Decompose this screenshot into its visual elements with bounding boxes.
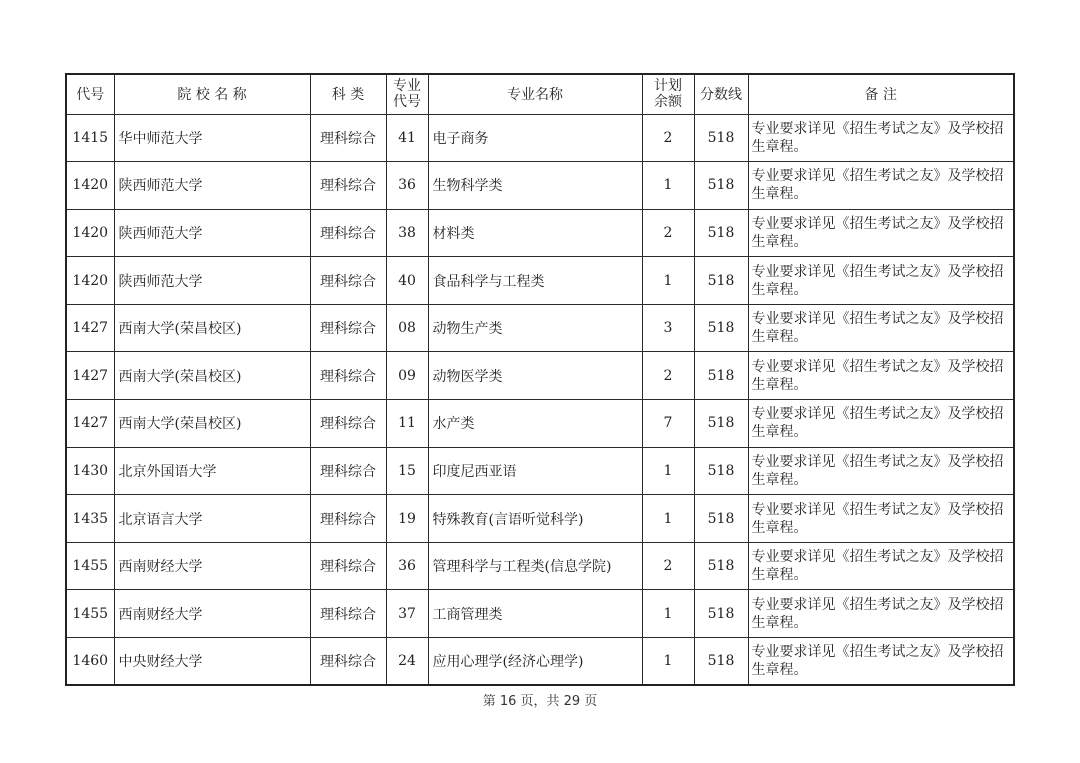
cell-plan-remaining: 2 [642, 209, 694, 257]
header-category: 科 类 [310, 74, 386, 114]
cell-major-code: 36 [386, 542, 428, 590]
cell-score: 518 [694, 447, 748, 495]
cell-category: 理科综合 [310, 400, 386, 448]
table-row [66, 209, 1014, 257]
cell-remark: 专业要求详见《招生考试之友》及学校招生章程。 [748, 257, 1014, 305]
table-row [66, 590, 1014, 638]
table-row [66, 304, 1014, 352]
cell-score: 518 [694, 114, 748, 162]
table-row [66, 400, 1014, 448]
header-score: 分数线 [694, 74, 748, 114]
header-plan-remaining [642, 74, 694, 114]
cell-category: 理科综合 [310, 114, 386, 162]
cell-code: 1430 [66, 447, 114, 495]
cell-plan-remaining: 1 [642, 162, 694, 210]
cell-plan-remaining: 1 [642, 495, 694, 543]
cell-major-code: 24 [386, 638, 428, 686]
cell-score: 518 [694, 352, 748, 400]
header-major-code [386, 74, 428, 114]
cell-school: 西南大学(荣昌校区) [114, 352, 310, 400]
cell-score: 518 [694, 495, 748, 543]
cell-school: 西南财经大学 [114, 542, 310, 590]
header-school: 院 校 名 称 [114, 74, 310, 114]
table-row [66, 542, 1014, 590]
cell-score: 518 [694, 638, 748, 686]
cell-plan-remaining: 1 [642, 590, 694, 638]
cell-plan-remaining: 1 [642, 257, 694, 305]
cell-major-code: 08 [386, 304, 428, 352]
cell-major-name: 电子商务 [428, 114, 642, 162]
cell-school: 西南财经大学 [114, 590, 310, 638]
cell-remark: 专业要求详见《招生考试之友》及学校招生章程。 [748, 304, 1014, 352]
header-major-code-line1: 专业 [393, 78, 421, 95]
cell-score: 518 [694, 304, 748, 352]
cell-code: 1427 [66, 352, 114, 400]
table-row [66, 495, 1014, 543]
cell-major-name: 印度尼西亚语 [428, 447, 642, 495]
cell-remark: 专业要求详见《招生考试之友》及学校招生章程。 [748, 495, 1014, 543]
table-row [66, 257, 1014, 305]
cell-category: 理科综合 [310, 304, 386, 352]
cell-code: 1427 [66, 400, 114, 448]
cell-category: 理科综合 [310, 495, 386, 543]
cell-major-name: 管理科学与工程类(信息学院) [428, 542, 642, 590]
cell-score: 518 [694, 590, 748, 638]
cell-major-name: 工商管理类 [428, 590, 642, 638]
cell-school: 陕西师范大学 [114, 209, 310, 257]
cell-major-code: 37 [386, 590, 428, 638]
cell-major-name: 动物医学类 [428, 352, 642, 400]
cell-category: 理科综合 [310, 162, 386, 210]
header-row [66, 74, 1014, 114]
cell-school: 中央财经大学 [114, 638, 310, 686]
cell-plan-remaining: 1 [642, 638, 694, 686]
cell-score: 518 [694, 542, 748, 590]
cell-school: 北京外国语大学 [114, 447, 310, 495]
header-major-name: 专业名称 [428, 74, 642, 114]
cell-code: 1435 [66, 495, 114, 543]
cell-major-name: 材料类 [428, 209, 642, 257]
cell-school: 北京语言大学 [114, 495, 310, 543]
cell-plan-remaining: 7 [642, 400, 694, 448]
cell-remark: 专业要求详见《招生考试之友》及学校招生章程。 [748, 590, 1014, 638]
cell-plan-remaining: 2 [642, 352, 694, 400]
cell-remark: 专业要求详见《招生考试之友》及学校招生章程。 [748, 162, 1014, 210]
cell-remark: 专业要求详见《招生考试之友》及学校招生章程。 [748, 209, 1014, 257]
cell-code: 1420 [66, 162, 114, 210]
cell-school: 华中师范大学 [114, 114, 310, 162]
cell-remark: 专业要求详见《招生考试之友》及学校招生章程。 [748, 114, 1014, 162]
header-plan-line1: 计划 [654, 78, 682, 95]
cell-category: 理科综合 [310, 352, 386, 400]
header-code: 代号 [66, 74, 114, 114]
cell-category: 理科综合 [310, 542, 386, 590]
cell-major-code: 15 [386, 447, 428, 495]
cell-school: 陕西师范大学 [114, 257, 310, 305]
cell-category: 理科综合 [310, 209, 386, 257]
cell-category: 理科综合 [310, 447, 386, 495]
cell-major-code: 41 [386, 114, 428, 162]
cell-plan-remaining: 3 [642, 304, 694, 352]
cell-remark: 专业要求详见《招生考试之友》及学校招生章程。 [748, 638, 1014, 686]
cell-category: 理科综合 [310, 638, 386, 686]
cell-score: 518 [694, 257, 748, 305]
cell-major-code: 38 [386, 209, 428, 257]
cell-remark: 专业要求详见《招生考试之友》及学校招生章程。 [748, 400, 1014, 448]
cell-remark: 专业要求详见《招生考试之友》及学校招生章程。 [748, 542, 1014, 590]
cell-remark: 专业要求详见《招生考试之友》及学校招生章程。 [748, 352, 1014, 400]
header-remark: 备 注 [748, 74, 1014, 114]
cell-code: 1420 [66, 257, 114, 305]
cell-major-name: 水产类 [428, 400, 642, 448]
cell-score: 518 [694, 400, 748, 448]
cell-score: 518 [694, 162, 748, 210]
cell-school: 陕西师范大学 [114, 162, 310, 210]
table-row [66, 352, 1014, 400]
cell-major-name: 食品科学与工程类 [428, 257, 642, 305]
cell-code: 1420 [66, 209, 114, 257]
cell-plan-remaining: 2 [642, 114, 694, 162]
admission-table-container [65, 73, 1013, 686]
cell-major-code: 36 [386, 162, 428, 210]
cell-major-name: 生物科学类 [428, 162, 642, 210]
table-row [66, 162, 1014, 210]
cell-category: 理科综合 [310, 590, 386, 638]
cell-code: 1427 [66, 304, 114, 352]
table-row [66, 447, 1014, 495]
cell-school: 西南大学(荣昌校区) [114, 304, 310, 352]
cell-major-name: 应用心理学(经济心理学) [428, 638, 642, 686]
header-plan-line2: 余额 [654, 94, 682, 111]
header-major-code-line2: 代号 [393, 94, 421, 111]
cell-major-name: 特殊教育(言语听觉科学) [428, 495, 642, 543]
cell-category: 理科综合 [310, 257, 386, 305]
table-row [66, 114, 1014, 162]
cell-code: 1455 [66, 590, 114, 638]
cell-school: 西南大学(荣昌校区) [114, 400, 310, 448]
cell-major-name: 动物生产类 [428, 304, 642, 352]
cell-code: 1455 [66, 542, 114, 590]
cell-code: 1415 [66, 114, 114, 162]
admission-table [65, 73, 1015, 686]
cell-major-code: 09 [386, 352, 428, 400]
cell-plan-remaining: 1 [642, 447, 694, 495]
cell-code: 1460 [66, 638, 114, 686]
cell-major-code: 19 [386, 495, 428, 543]
cell-major-code: 40 [386, 257, 428, 305]
cell-plan-remaining: 2 [642, 542, 694, 590]
page-number: 第 16 页，共 29 页 [482, 694, 598, 709]
cell-remark: 专业要求详见《招生考试之友》及学校招生章程。 [748, 447, 1014, 495]
cell-score: 518 [694, 209, 748, 257]
cell-major-code: 11 [386, 400, 428, 448]
table-row [66, 638, 1014, 686]
